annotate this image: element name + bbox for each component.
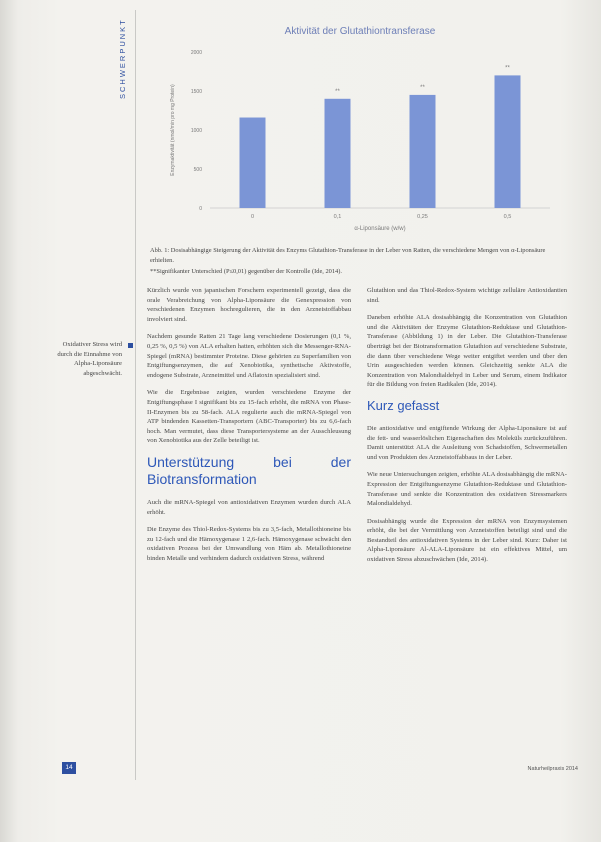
paragraph: Auch die mRNA-Spiegel von antioxidativen Enzymen wurden durch ALA erhöht. [147, 498, 351, 516]
x-tick-label: 0 [250, 214, 255, 220]
paragraph: Wie die Ergebnisse zeigten, wurden verschiedene Enzyme der Entgiftungsphase I signifikant bis zu 15-fach erhöht, die mRNA von Phase-II-Enzymen bis zu 58-fach. ALA regulierte auch die mRNA-Spiegel von ATP bindenden Kassetten-Transportern (ABC-Transporter) bis zu 6,6-fach hoch. Man vermutet, dass diese Transportersysteme an der Ausschleusung von Xenobiotika aus der Zelle beteiligt ist. [147, 389, 351, 445]
caption-text: Abb. 1: Dosisabhängige Steigerung der Aktivität des Enzyms Glutathion-Transferase in der Leber von Ratten, die verschiedene Mengen von α-Liponsäure erhielten. [150, 247, 546, 264]
bar [325, 99, 351, 208]
y-axis-label: Enzymaktivität (nmol/min pro mg Protein) [170, 84, 176, 176]
significance-label: ** [505, 65, 510, 72]
journal-name: Naturheilpraxis 2014 [527, 766, 578, 772]
sidenote-marker [128, 343, 133, 348]
paragraph: Kürzlich wurde von japanischen Forschern experimentell gezeigt, dass die orale Verabreichung von Alpha-Liponsäure die Genexpression von verschiedenen Enzymen hochregulieren, die in den Arzneistoffabbau involviert sind. [147, 287, 351, 323]
paragraph: Nachdem gesunde Ratten 21 Tage lang verschiedene Dosierungen (0,1 %, 0,25 %, 0,5 %) von ALA erhalten hatten, erhöhten sich die Messenger-RNA-Spiegel (mRNA) bestimmter Proteine. Diese gehörten zu Superfamilien von Entgiftungsenzymen, die auf Xenobiotika, synthetische Aktivstoffe, endogene Substrate, Arzneimittel und Aflatoxin spezialisiert sind. [147, 333, 351, 379]
section-heading: Unterstützung bei der Biotransformation [147, 453, 351, 487]
bar [240, 118, 266, 208]
paragraph: Die antioxidative und entgiftende Wirkung der Alpha-Liponsäure ist auf die fett- und wasserlöslichen Eigenschaften des Moleküls zurückzuführen. Damit unterstützt ALA die Ausleitung von Schadstoffen, Schwermetallen und von Produkten des Arzneistoffabbaus in der Leber. [367, 424, 567, 461]
right-column [367, 286, 567, 573]
x-axis-label: α-Liponsäure (w/w) [354, 226, 406, 232]
y-tick-label: 0 [199, 206, 202, 212]
x-tick-label: 0,5 [503, 214, 512, 220]
figure-caption [150, 246, 570, 279]
bar [410, 95, 436, 208]
bar-chart-svg [150, 20, 570, 242]
chart-title: Aktivität der Glutathiontransferase [284, 26, 436, 37]
bar [495, 75, 521, 208]
left-column [147, 286, 351, 571]
y-tick-label: 1500 [190, 89, 202, 95]
paragraph: Glutathion und das Thiol-Redox-System wichtige zelluläre Antioxidantien sind. [367, 287, 567, 304]
y-tick-label: 1000 [190, 128, 202, 134]
paragraph: Daneben erhöhte ALA dosisabhängig die Konzentration von Glutathion und die Aktivitäten der Enzyme Glutathion-Reduktase und Glutathion-Transferase (Abbildung 1) in der Leber. Die Glutathion-Transferase überträgt bei der Biotransformation Glutathion auf verschiedene Substrate, die dann über verschiedene Wege weiter entgiftet werden und über den Urin ausgeschieden werden können. Gleichzeitig senkte ALA die Konzentration von Malondialdehyd in Leber und Serum, einem Indikator für die Bildung von freien Radikalen (Ide, 2014). [367, 314, 567, 389]
column-divider [135, 10, 136, 780]
y-tick-label: 2000 [190, 50, 202, 56]
paragraph: Die Enzyme des Thiol-Redox-Systems bis zu 3,5-fach, Metallothioneine bis zu 12-fach und die Hämoxygenase 1 2,6-fach. Hämoxygenase schwächt den oxidativen Prozess bei der Umwandlung von Häm ab. Metallothioneine binden Metalle und verhindern dadurch oxidativen Stress, während [147, 526, 351, 562]
bar-chart [150, 20, 570, 242]
paragraph: Wie neue Untersuchungen zeigten, erhöhte ALA dosisabhängig die mRNA-Expression der Entgiftungsenzyme Glutathion-Reduktase und Glutathion-Transferase und senkte die Konzentration des oxidativen Stressmarkers Malondialdehyd. [367, 471, 567, 508]
running-head: SCHWERPUNKT [118, 18, 127, 99]
page-number: 14 [62, 762, 76, 774]
caption-note: **Signifikanter Unterschied (P≤0,01) gegenüber der Kontrolle (Ide, 2014). [150, 268, 342, 275]
x-tick-label: 0,25 [417, 214, 428, 220]
y-tick-label: 500 [193, 167, 202, 173]
sidenote: Oxidativer Stress wird durch die Einnahme von Alpha-Liponsäure abgeschwächt. [57, 341, 122, 377]
x-tick-label: 0,1 [333, 214, 342, 220]
paragraph: Dosisabhängig wurde die Expression der mRNA von Enzymsystemen erhöht, die bei der Vermittlung von Arzneistoffen beteiligt sind und die Bestandteil des antioxidativen Systems in der Leber sind. Kurz: Daher ist Alpha-Liponsäure Al-ALA-Liponsäure ist ein effektives Mittel, um oxidativen Stress abzuschwächen (Ide, 2014). [367, 517, 567, 564]
significance-label: ** [335, 88, 340, 95]
section-heading: Kurz gefasst [367, 397, 440, 413]
significance-label: ** [420, 84, 425, 91]
